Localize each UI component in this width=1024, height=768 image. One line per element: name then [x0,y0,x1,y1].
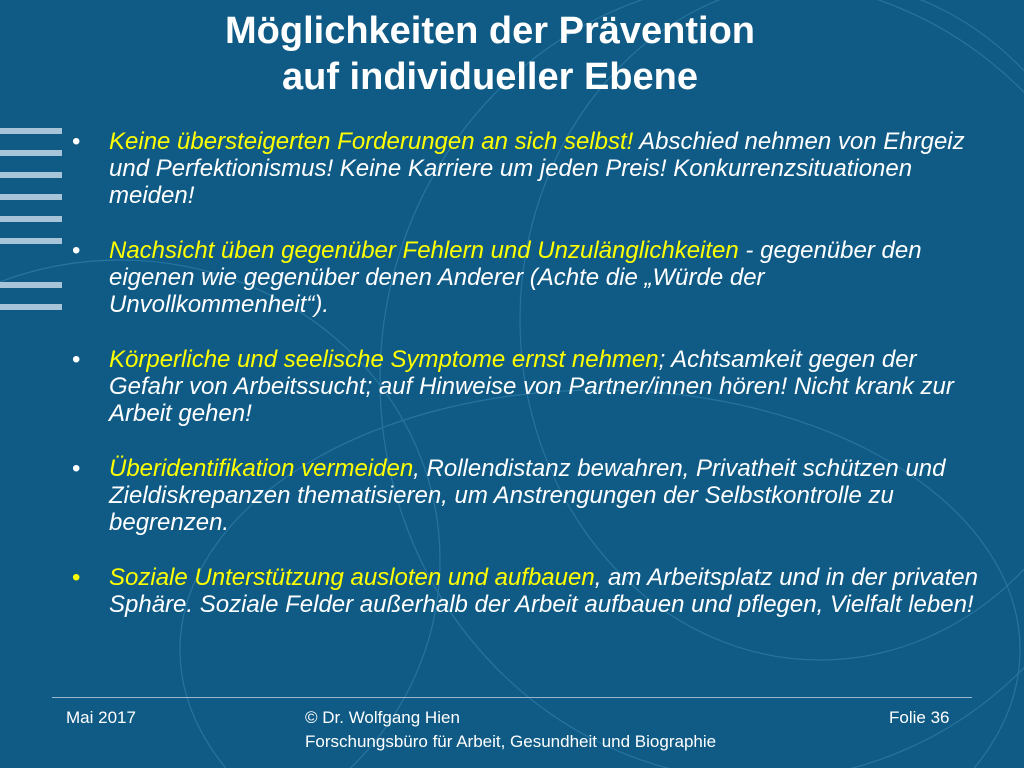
bullet-text: , am Arbeitsplatz und in der privaten Sphäre. Soziale Felder außerhalb der Arbeit aufbauen und pflegen, Vielfalt leben! [109,564,978,618]
list-item [72,564,982,618]
stripe [0,282,62,288]
bullet-icon: • [72,564,81,591]
footer-author: © Dr. Wolfgang Hien [305,708,460,727]
stripe [0,128,62,134]
stripe [0,172,62,178]
list-item [72,455,982,536]
bullet-highlight: Soziale Unterstützung ausloten und aufbauen [109,564,595,591]
bullet-list [72,128,982,646]
list-item [72,128,982,209]
bullet-highlight: Körperliche und seelische Symptome ernst nehmen [109,346,659,373]
slide-title [40,8,940,100]
stripe [0,194,62,200]
title-line-1: Möglichkeiten der Prävention [225,10,755,52]
footer-institution: Forschungsbüro für Arbeit, Gesundheit und Biographie [305,732,717,751]
bullet-text: Abschied nehmen von Ehrgeiz und Perfektionismus! Keine Karriere um jeden Preis! Konkurrenzsituationen meiden! [109,128,965,209]
bullet-icon: • [72,237,81,264]
bullet-highlight: Überidentifikation vermeiden [109,455,414,482]
bullet-highlight: Nachsicht üben gegenüber Fehlern und Unzulänglichkeiten [109,237,739,264]
bullet-text: , Rollendistanz bewahren, Privatheit schützen und Zieldiskrepanzen thematisieren, um Anstrengungen der Selbstkontrolle zu begrenzen. [109,455,946,536]
bullet-text: - gegenüber den eigenen wie gegenüber denen Anderer (Achte die „Würde der Unvollkommenheit“). [109,237,922,318]
bullet-highlight: Keine übersteigerten Forderungen an sich selbst! [109,128,634,155]
bullet-icon: • [72,346,81,373]
bullet-icon: • [72,455,81,482]
bullet-icon: • [72,128,81,155]
footer-divider [52,697,972,698]
list-item [72,237,982,318]
stripe [0,238,62,244]
stripe [0,216,62,222]
bullet-text: ; Achtsamkeit gegen der Gefahr von Arbeitssucht; auf Hinweise von Partner/innen hören! Nicht krank zur Arbeit gehen! [109,346,954,427]
decorative-stripes [0,128,62,326]
list-item [72,346,982,427]
title-line-2: auf individueller Ebene [282,56,698,98]
footer-page-number: Folie 36 [889,708,950,727]
stripe [0,150,62,156]
stripe [0,304,62,310]
footer-date: Mai 2017 [66,708,136,727]
